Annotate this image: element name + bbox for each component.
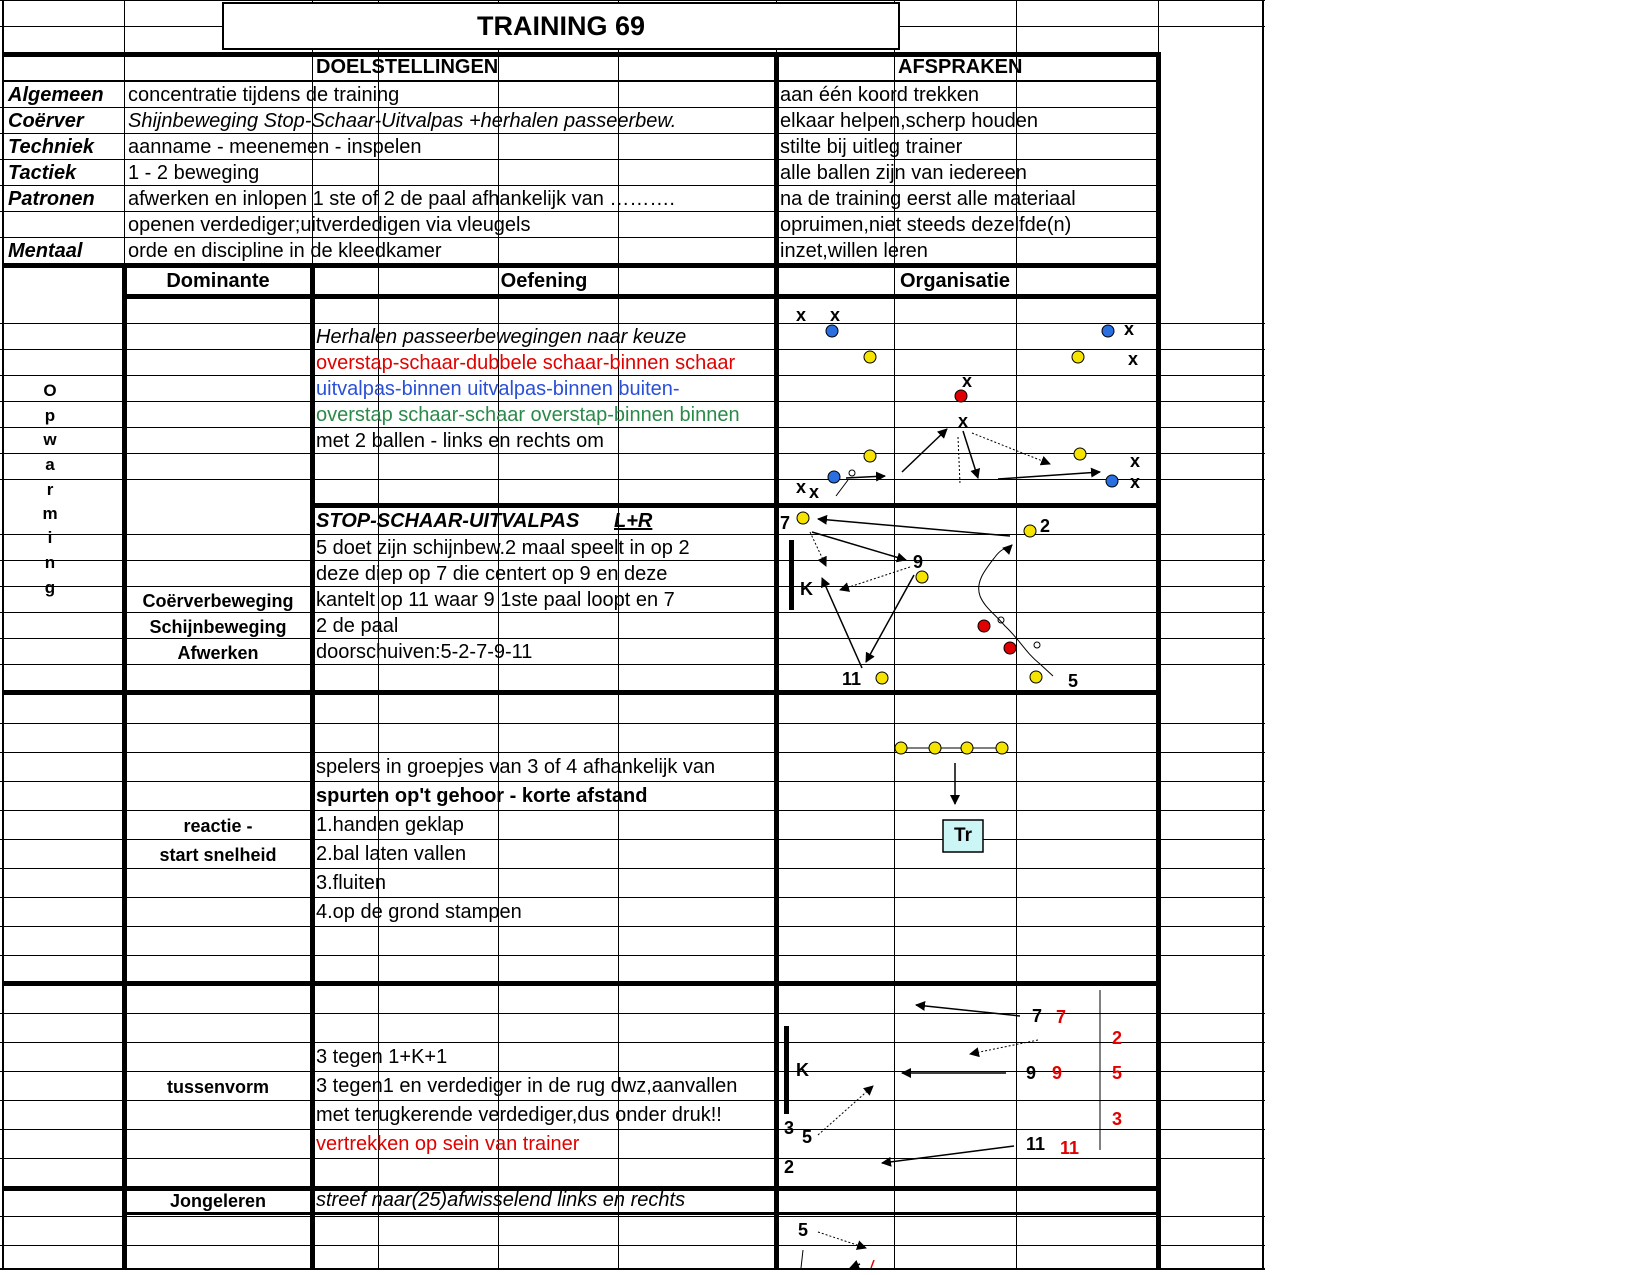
exercise-line: met 2 ballen - links en rechts om <box>316 430 604 452</box>
player-mark: x <box>1130 472 1141 492</box>
player-mark: x <box>796 477 807 497</box>
goal-text: orde en discipline in de kleedkamer <box>128 240 442 262</box>
goal-category: Mentaal <box>8 240 83 262</box>
exercise-line: overstap-schaar-dubbele schaar-binnen schaar <box>316 352 736 374</box>
exercise-line: vertrekken op sein van trainer <box>316 1133 580 1155</box>
vertical-letter: n <box>44 553 56 572</box>
page-title: TRAINING 69 <box>222 2 900 50</box>
vertical-letter: m <box>42 504 58 523</box>
player-mark: x <box>809 482 820 502</box>
player-number: 5 <box>802 1127 813 1147</box>
player-number: 11 <box>1026 1134 1046 1154</box>
player-mark: x <box>796 305 807 325</box>
player-number: 5 <box>798 1220 809 1240</box>
dominante-label: Schijnbeweging <box>149 617 287 637</box>
vertical-letter: g <box>44 578 56 597</box>
exercise-line: uitvalpas-binnen uitvalpas-binnen buiten- <box>316 378 680 400</box>
player-number: 2 <box>1112 1028 1123 1048</box>
goal-category: Patronen <box>8 188 95 210</box>
vertical-letter: O <box>43 381 57 400</box>
player-number: 11 <box>1060 1138 1080 1158</box>
agreement-text: elkaar helpen,scherp houden <box>780 110 1038 132</box>
exercise-line: deze diep op 7 die centert op 9 en deze <box>316 563 668 585</box>
header-afspraken: AFSPRAKEN <box>898 56 1023 78</box>
goal-text: 1 - 2 beweging <box>128 162 260 184</box>
dominante-label: Afwerken <box>177 643 259 663</box>
player-number: 5 <box>1068 671 1079 691</box>
header-doelstellingen: DOELSTELLINGEN <box>316 56 499 78</box>
agreement-text: aan één koord trekken <box>780 84 980 106</box>
exercise-line: 2.bal laten vallen <box>316 843 467 865</box>
player-mark: x <box>1124 319 1135 339</box>
vertical-letter: i <box>47 528 53 547</box>
player-mark: x <box>1128 349 1139 369</box>
player-number: 7 <box>1032 1006 1043 1026</box>
exercise-line: kantelt op 11 waar 9 1ste paal loopt en 7 <box>316 589 675 611</box>
goal-category: Tactiek <box>8 162 77 184</box>
trainer-label: Tr <box>954 825 972 846</box>
player-number: 9 <box>913 552 924 572</box>
header-organisatie: Organisatie <box>900 270 1011 292</box>
dominante-label: Coërverbeweging <box>142 591 294 611</box>
player-number: 9 <box>1026 1063 1037 1083</box>
goal-category: Algemeen <box>8 84 104 106</box>
vertical-letter: a <box>45 455 55 474</box>
exercise-line: 3.fluiten <box>316 872 387 894</box>
vertical-letter: p <box>44 406 56 425</box>
goal-text: openen verdediger;uitverdedigen via vleugels <box>128 214 531 236</box>
player-number: 7 <box>780 513 791 533</box>
exercise-line: doorschuiven:5-2-7-9-11 <box>316 641 533 663</box>
vertical-letter: w <box>43 430 57 449</box>
exercise-line: Herhalen passeerbewegingen naar keuze <box>316 326 687 348</box>
player-number: 11 <box>842 669 862 689</box>
agreement-text: na de training eerst alle materiaal <box>780 188 1076 210</box>
goal-category: Coërver <box>8 110 84 132</box>
agreement-text: inzet,willen leren <box>780 240 928 262</box>
goal-text: Shijnbeweging Stop-Schaar-Uitvalpas +herhalen passeerbew. <box>128 110 677 132</box>
player-mark: x <box>830 305 841 325</box>
dominante-label: start snelheid <box>159 845 277 865</box>
exercise-line: 2 de paal <box>316 615 399 637</box>
agreement-text: stilte bij uitleg trainer <box>780 136 963 158</box>
goal-text: afwerken en inlopen 1 ste of 2 de paal afhankelijk van ………. <box>128 188 675 210</box>
agreement-text: alle ballen zijn van iedereen <box>780 162 1027 184</box>
player-mark: x <box>962 371 973 391</box>
exercise-line: spelers in groepjes van 3 of 4 afhankelijk van <box>316 756 716 778</box>
header-oefening: Oefening <box>500 270 588 292</box>
exercise-line: spurten op't gehoor - korte afstand <box>316 785 648 807</box>
goal-text: concentratie tijdens de training <box>128 84 400 106</box>
diagram-jongleren <box>801 1232 874 1268</box>
diagram-stop-schaar <box>789 512 1053 684</box>
player-number: 3 <box>1112 1109 1123 1129</box>
exercise-line: streef naar(25)afwisselend links en rechts <box>316 1189 686 1211</box>
vertical-letter: r <box>46 480 54 499</box>
exercise-line: 1.handen geklap <box>316 814 464 836</box>
exercise-line: 3 tegen 1+K+1 <box>316 1046 448 1068</box>
player-number: 3 <box>784 1118 795 1138</box>
exercise-line: 3 tegen1 en verdediger in de rug dwz,aanvallen <box>316 1075 738 1097</box>
exercise-line: 5 doet zijn schijnbew.2 maal speelt in op 2 <box>316 537 690 559</box>
player-number: 7 <box>1056 1007 1067 1027</box>
keeper-label: K <box>800 579 813 599</box>
header-dominante: Dominante <box>166 270 270 292</box>
exercise-line: met terugkerende verdediger,dus onder druk!! <box>316 1104 722 1126</box>
exercise-heading: STOP-SCHAAR-UITVALPAS <box>316 510 580 532</box>
player-number: 2 <box>1040 516 1051 536</box>
diagram-warmup <box>826 325 1118 496</box>
goal-category: Techniek <box>8 136 94 158</box>
player-number: 2 <box>784 1157 795 1177</box>
agreement-text: opruimen,niet steeds dezelfde(n) <box>780 214 1072 236</box>
dominante-label: Jongeleren <box>169 1191 267 1211</box>
exercise-line: 4.op de grond stampen <box>316 901 522 923</box>
keeper-label: K <box>796 1060 809 1080</box>
exercise-heading-suffix: L+R <box>614 510 653 532</box>
player-number: 5 <box>1112 1063 1123 1083</box>
player-mark: x <box>958 411 969 431</box>
player-mark: x <box>1130 451 1141 471</box>
exercise-line: overstap schaar-schaar overstap-binnen binnen <box>316 404 740 426</box>
goal-text: aanname - meenemen - inspelen <box>128 136 422 158</box>
player-number: 9 <box>1052 1063 1063 1083</box>
dominante-label: tussenvorm <box>166 1077 270 1097</box>
dominante-label: reactie - <box>183 816 253 836</box>
